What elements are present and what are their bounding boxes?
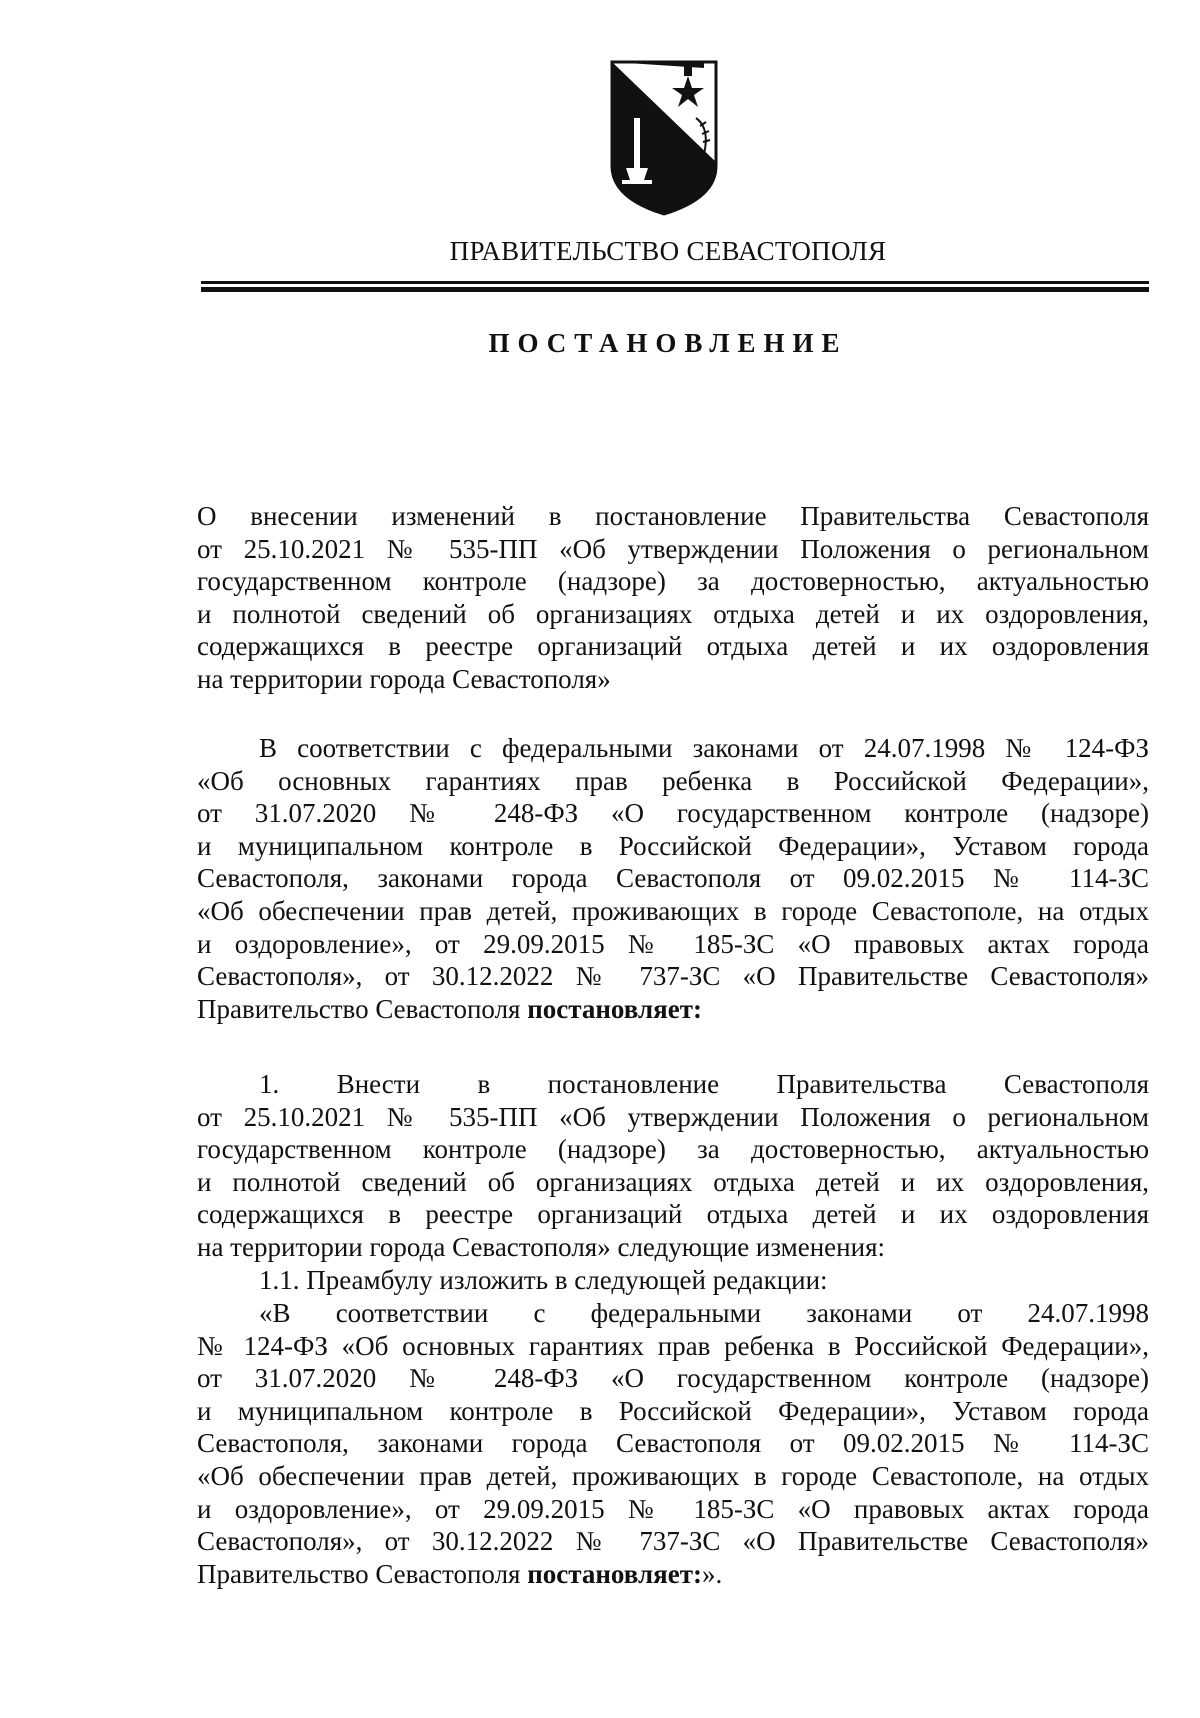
decree-subject — [197, 500, 1149, 696]
text-line: «В соответствии с федеральными законами от 24.07.1998 — [259, 1298, 1149, 1328]
sevastopol-coat-of-arms-icon — [604, 58, 724, 218]
text-line: «Об обеспечении прав детей, проживающих в городе Севастополе, на отдых — [197, 895, 1149, 926]
text-line: от 25.10.2021 № 535-ПП «Об утверждении Положения о региональном — [197, 1101, 1149, 1132]
resolution-line — [197, 993, 1149, 1026]
closing-quote: ». — [701, 1558, 723, 1589]
resolution-verb: постановляет: — [527, 1558, 702, 1589]
text-line: и оздоровление», от 29.09.2015 № 185-ЗС «О правовых актах города — [197, 928, 1149, 959]
quoted-preamble-paragraph — [197, 1297, 1149, 1590]
text-line: Севастополя, законами города Севастополя от 09.02.2015 № 114-ЗС — [197, 863, 1149, 894]
text-line: и муниципальном контроле в Российской Федерации», Уставом города — [197, 1395, 1149, 1426]
item-1-1-paragraph — [197, 1264, 1149, 1297]
document-type-heading: ПОСТАНОВЛЕНИЕ — [488, 328, 848, 358]
text-line: от 31.07.2020 № 248-ФЗ «О государственном контроле (надзоре) — [197, 798, 1149, 829]
text-line: и оздоровление», от 29.09.2015 № 185-ЗС «О правовых актах города — [197, 1493, 1149, 1524]
text-line: и полнотой сведений об организациях отдыха детей и их оздоровления, — [197, 1166, 1149, 1197]
header-rule-thick — [201, 287, 1149, 292]
resolution-line — [197, 1558, 1149, 1591]
text-line: 1. Внести в постановление Правительства Севастополя — [259, 1069, 1149, 1099]
text-line: № 124-ФЗ «Об основных гарантиях прав ребенка в Российской Федерации», — [197, 1330, 1149, 1361]
resolution-subject: Правительство Севастополя — [197, 993, 528, 1024]
text-line: Севастополя», от 30.12.2022 № 737-ЗС «О Правительстве Севастополя» — [197, 1526, 1149, 1557]
text-line: от 25.10.2021 № 535-ПП «Об утверждении Положения о региональном — [197, 533, 1149, 564]
text-line: государственном контроле (надзоре) за достоверностью, актуальностью — [197, 566, 1149, 597]
text-line: на территории города Севастополя» следующие изменения: — [197, 1231, 885, 1262]
text-line: содержащихся в реестре организаций отдыха детей и их оздоровления — [197, 1199, 1149, 1230]
text-line: В соответствии с федеральными законами от 24.07.1998 № 124-ФЗ — [259, 733, 1149, 763]
text-line: от 31.07.2020 № 248-ФЗ «О государственном контроле (надзоре) — [197, 1363, 1149, 1394]
text-line: «Об основных гарантиях прав ребенка в Российской Федерации», — [197, 765, 1149, 796]
text-line: на территории города Севастополя» — [197, 663, 611, 694]
text-line: 1.1. Преамбулу изложить в следующей редакции: — [259, 1265, 828, 1295]
preamble-paragraph — [197, 732, 1149, 1025]
text-line: Севастополя, законами города Севастополя от 09.02.2015 № 114-ЗС — [197, 1428, 1149, 1459]
resolution-subject: Правительство Севастополя — [197, 1558, 528, 1589]
header-rule-thin — [201, 281, 1149, 284]
text-line: Севастополя», от 30.12.2022 № 737-ЗС «О Правительстве Севастополя» — [197, 961, 1149, 992]
item-1-paragraph — [197, 1068, 1149, 1264]
government-title: ПРАВИТЕЛЬСТВО СЕВАСТОПОЛЯ — [449, 236, 887, 266]
text-line: и полнотой сведений об организациях отдыха детей и их оздоровления, — [197, 598, 1149, 629]
text-line: и муниципальном контроле в Российской Федерации», Уставом города — [197, 830, 1149, 861]
resolution-verb: постановляет: — [527, 993, 702, 1024]
text-line: О внесении изменений в постановление Правительства Севастополя — [197, 501, 1149, 531]
text-line: «Об обеспечении прав детей, проживающих в городе Севастополе, на отдых — [197, 1460, 1149, 1491]
text-line: содержащихся в реестре организаций отдыха детей и их оздоровления — [197, 631, 1149, 662]
text-line: государственном контроле (надзоре) за достоверностью, актуальностью — [197, 1134, 1149, 1165]
